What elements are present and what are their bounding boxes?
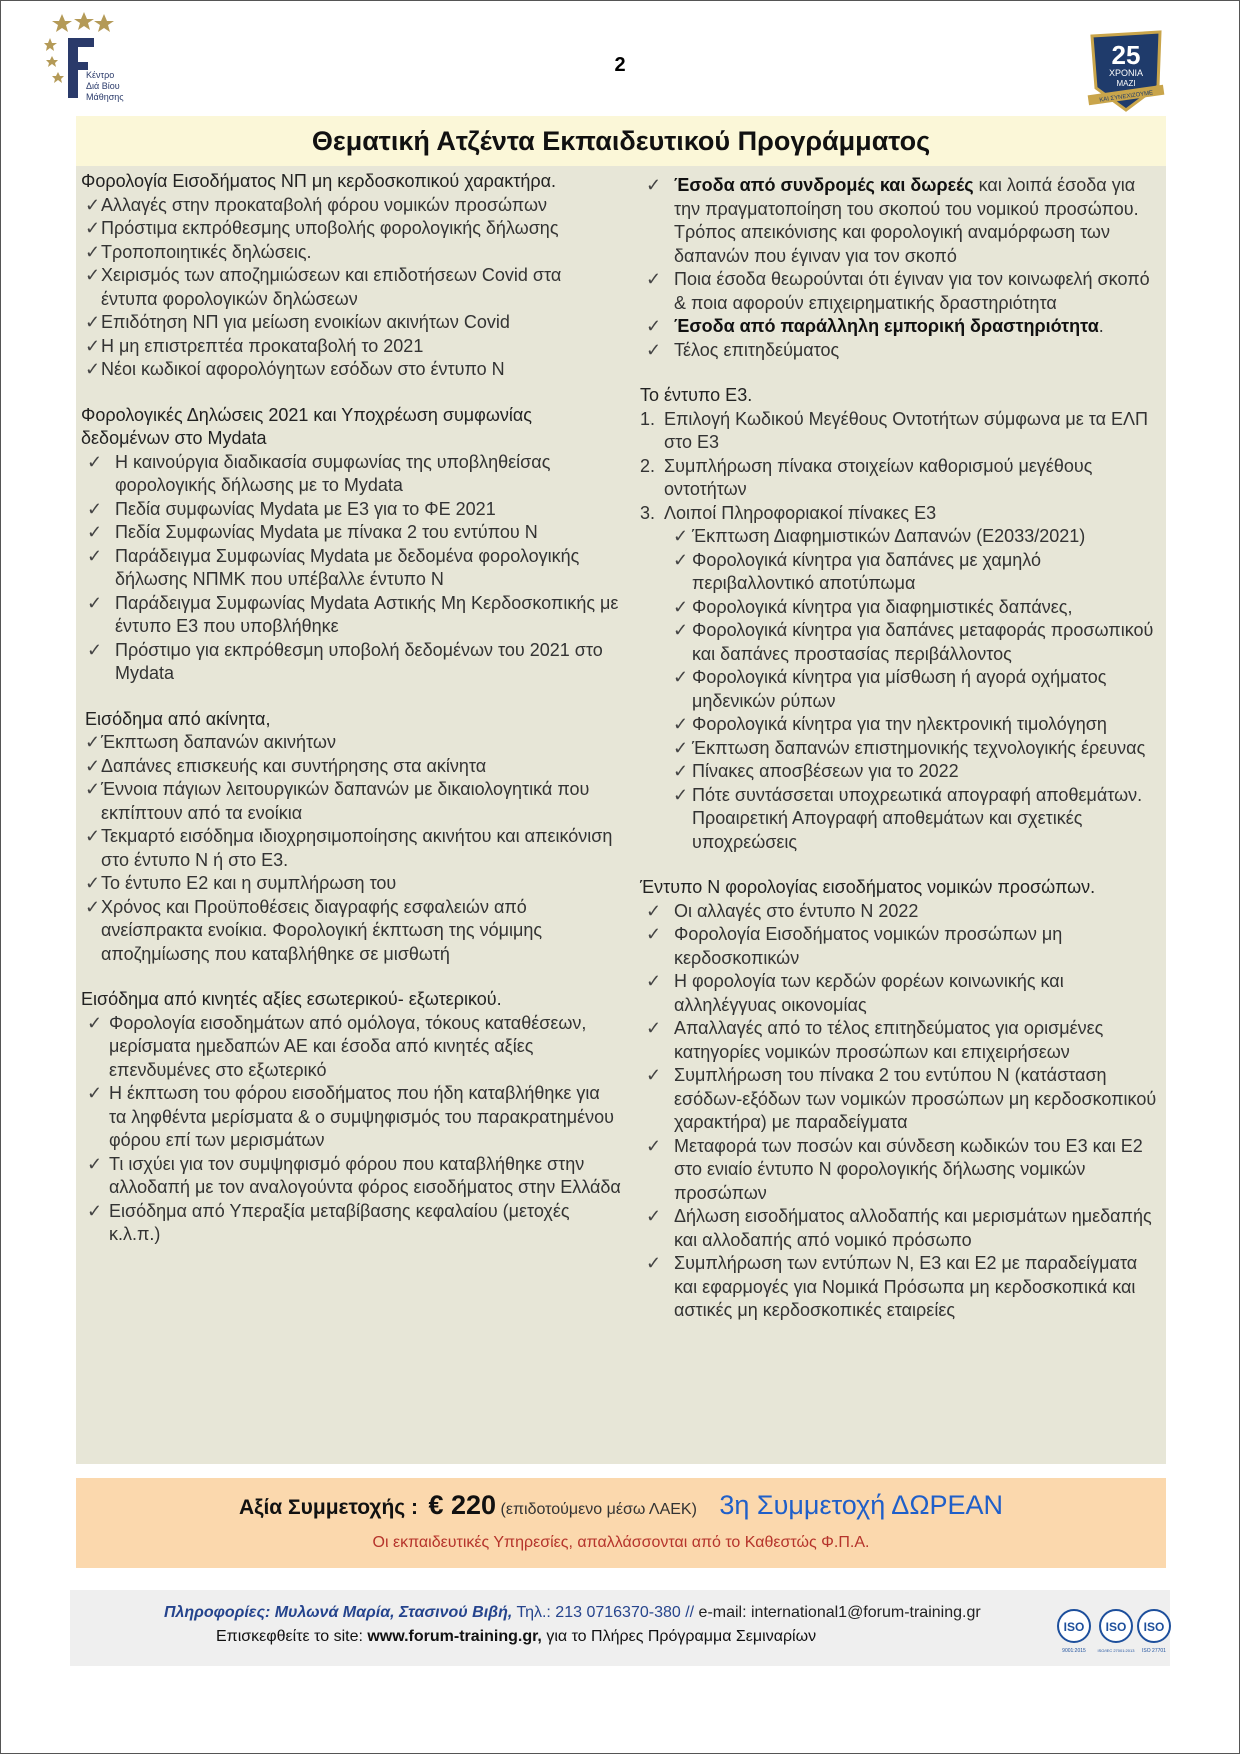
list-item: ✓ Νέοι κωδικοί αφορολόγητων εσόδων στο έντυπο Ν	[81, 358, 621, 382]
check-icon: ✓	[85, 873, 101, 893]
section-title: Το έντυπο Ε3.	[640, 385, 753, 405]
logo-caption: Κέντρο Διά Βίου Μάθησης	[86, 70, 124, 102]
list-item: ✓ Απαλλαγές από το τέλος επιτηδεύματος για ορισμένες κατηγορίες νομικών προσώπων και επιχειρήσεων	[646, 1018, 1104, 1062]
check-icon: ✓	[87, 639, 103, 660]
list-item: ✓ Εισόδημα από Υπεραξία μεταβίβασης κεφαλαίου (μετοχές κ.λ.π.)	[87, 1200, 570, 1244]
svg-text:ISO 27701: ISO 27701	[1142, 1648, 1166, 1654]
list-item: ✓ Η φορολογία των κερδών φορέων κοινωνικής και αλληλέγγυας οικονομίας	[646, 971, 1064, 1015]
check-icon: ✓	[87, 522, 103, 542]
check-icon: ✓	[87, 498, 103, 519]
agenda-panel	[76, 166, 1166, 1464]
fee-band	[76, 1478, 1166, 1568]
check-icon: ✓	[646, 924, 662, 944]
free-third-participation: 3η Συμμετοχή ΔΩΡΕΑΝ	[719, 1490, 1004, 1520]
list-item: ✓ Φορολογικά κίνητρα για μίσθωση ή αγορά οχήματος μηδενικών ρύπων	[673, 667, 1107, 711]
list-item: ✓ Οι αλλαγές στο έντυπο Ν 2022	[640, 900, 1162, 924]
check-icon: ✓	[673, 620, 689, 640]
check-icon: ✓	[673, 737, 689, 758]
section-real-estate-income	[81, 708, 621, 967]
contact-line	[164, 1604, 981, 1622]
check-icon: ✓	[85, 755, 101, 776]
fee-amount: € 220	[428, 1490, 497, 1520]
check-icon: ✓	[85, 732, 101, 752]
section-title: Έντυπο Ν φορολογίας εισοδήματος νομικών προσώπων.	[640, 877, 1096, 897]
svg-text:ΧΡΟΝΙΑ: ΧΡΟΝΙΑ	[1108, 68, 1144, 78]
list-item: ✓ Πίνακες αποσβέσεων για το 2022	[640, 760, 1162, 784]
footer	[70, 1590, 1170, 1666]
svg-text:ISO: ISO	[1143, 1620, 1165, 1634]
check-icon: ✓	[85, 335, 101, 356]
list-item: ✓ Η έκπτωση του φόρου εισοδήματος που ήδη καταβλήθηκε για τα ληφθέντα μερίσματα & ο συμψηφισμός του παρακρατημένου φόρου επί των μερισμάτων	[87, 1083, 614, 1150]
svg-text:ΚΑΙ ΣΥΝΕΧΙΖΟΥΜΕ: ΚΑΙ ΣΥΝΕΧΙΖΟΥΜΕ	[1099, 90, 1154, 104]
list-item: ✓ Πρόστιμα εκπρόθεσμης υποβολής φορολογικής δήλωσης	[81, 217, 621, 241]
list-item: ✓ Παράδειγμα Συμφωνίας Mydata με δεδομένα φορολογικής δήλωσης ΝΠΜΚ που υπέβαλλε έντυπο Ν	[87, 545, 580, 589]
numbered-item: 1. Επιλογή Κωδικού Μεγέθους Οντοτήτων σύμφωνα με τα ΕΛΠ στο Ε3	[640, 408, 1149, 452]
list-item: ✓ Έσοδα από παράλληλη εμπορική δραστηριότητα.	[640, 315, 1162, 339]
check-icon: ✓	[646, 1065, 662, 1085]
check-icon: ✓	[673, 549, 689, 570]
vat-note: Οι εκπαιδευτικές Υπηρεσίες, απαλλάσσονται από το Καθεστώς Φ.Π.Α.	[372, 1534, 870, 1551]
anniversary-badge-icon	[1086, 30, 1166, 114]
list-item: ✓ Έκπτωση δαπανών επιστημονικής τεχνολογικής έρευνας	[640, 737, 1162, 761]
check-icon: ✓	[87, 1012, 103, 1033]
list-item: ✓ Επιδότηση ΝΠ για μείωση ενοικίων ακινήτων Covid	[81, 311, 621, 335]
check-icon: ✓	[87, 1083, 103, 1103]
list-item: ✓ Δήλωση εισοδήματος αλλοδαπής και μερισμάτων ημεδαπής και αλλοδαπής από νομικό πρόσωπο	[646, 1206, 1152, 1250]
list-item: ✓ Συμπλήρωση του πίνακα 2 του εντύπου Ν (κατάσταση εσόδων-εξόδων των νομικών προσώπων μη κερδοσκοπικού χαρακτήρα) με παραδείγματα	[646, 1065, 1157, 1132]
list-item: ✓ Φορολογικά κίνητρα για διαφημιστικές δαπάνες,	[640, 596, 1162, 620]
list-item: ✓ Ποια έσοδα θεωρούνται ότι έγιναν για τον κοινωφελή σκοπό & ποια αφορούν επιχειρηματικής δραστηριότητα	[646, 269, 1150, 313]
check-icon: ✓	[673, 784, 689, 805]
list-item: ✓ Φορολογικά κίνητρα για δαπάνες μεταφοράς προσωπικού και δαπάνες προστασίας περιβάλλοντος	[673, 620, 1154, 664]
section-title: Φορολογία Εισοδήματος ΝΠ μη κερδοσκοπικού χαρακτήρα.	[81, 171, 557, 191]
check-icon: ✓	[646, 971, 662, 991]
list-item: ✓ Το έντυπο Ε2 και η συμπλήρωση του	[81, 872, 621, 896]
check-icon: ✓	[85, 826, 101, 846]
left-column	[81, 170, 621, 1247]
svg-text:ISO: ISO	[1105, 1620, 1127, 1634]
list-item: ✓ Πεδία Συμφωνίας Mydata με πίνακα 2 του εντύπου Ν	[81, 521, 621, 545]
section-donations-revenue	[640, 170, 1162, 362]
contact-phone: Τηλ.: 213 0716370-380 //	[512, 1604, 695, 1621]
page-number: 2	[614, 54, 626, 76]
check-icon: ✓	[646, 1253, 662, 1273]
check-icon: ✓	[646, 316, 662, 336]
list-item: ✓ Η μη επιστρεπτέα προκαταβολή το 2021	[81, 335, 621, 359]
iso-27701-icon	[1134, 1608, 1174, 1656]
check-icon: ✓	[87, 1153, 103, 1174]
list-item: ✓ Μεταφορά των ποσών και σύνδεση κωδικών του Ε3 και Ε2 στο ενιαίο έντυπο Ν φορολογικής δήλωσης νομικών προσώπων	[646, 1135, 1143, 1203]
fee-note: (επιδοτούμενο μέσω ΛΑΕΚ)	[500, 1501, 697, 1518]
check-icon: ✓	[85, 241, 101, 262]
list-item: ✓ Έσοδα από συνδρομές και δωρεές και λοιπά έσοδα για την πραγματοποίηση του σκοπού του νομικού προσώπου. Τρόπος απεικόνισης και φορολογική αναμόρφωση των δαπανών που έγιναν για τον σκοπό	[646, 175, 1139, 266]
check-icon: ✓	[646, 900, 662, 921]
check-icon: ✓	[85, 265, 101, 285]
check-icon: ✓	[646, 175, 662, 195]
check-icon: ✓	[85, 896, 101, 917]
check-icon: ✓	[85, 218, 101, 238]
check-icon: ✓	[673, 596, 689, 617]
svg-text:ISO: ISO	[1063, 1620, 1085, 1634]
check-icon: ✓	[87, 1200, 103, 1221]
section-corporate-income-tax	[81, 170, 621, 382]
list-item: ✓ Έκπτωση Διαφημιστικών Δαπανών (Ε2033/2021)	[640, 525, 1162, 549]
svg-text:ΜΑΖΙ: ΜΑΖΙ	[1116, 79, 1136, 88]
list-item: ✓ Δαπάνες επισκευής και συντήρησης στα ακίνητα	[81, 755, 621, 779]
list-item: ✓ Τροποποιητικές δηλώσεις.	[81, 241, 621, 265]
check-icon: ✓	[673, 714, 689, 734]
check-icon: ✓	[85, 312, 101, 332]
check-icon: ✓	[646, 269, 662, 289]
contact-email[interactable]: e-mail: international1@forum-training.gr	[694, 1604, 981, 1621]
list-item: ✓ Αλλαγές στην προκαταβολή φόρου νομικών προσώπων	[81, 194, 621, 218]
list-item: ✓ Συμπλήρωση των εντύπων Ν, Ε3 και Ε2 με παραδείγματα και εφαρμογές για Νομικά Πρόσωπα μη κερδοσκοπικά και αστικές μη κερδοσκοπικές εταιρείες	[646, 1253, 1138, 1320]
list-item: ✓ Τεκμαρτό εισόδημα ιδιοχρησιμοποίησης ακινήτου και απεικόνιση στο έντυπο Ν ή στο Ε3.	[85, 826, 613, 870]
list-item: ✓ Η καινούργια διαδικασία συμφωνίας της υποβληθείσας φορολογικής δήλωσης με το Mydata	[87, 451, 551, 495]
fee-line	[76, 1490, 1166, 1521]
section-mydata	[81, 404, 621, 686]
list-item: ✓ Φορολογικά κίνητρα για δαπάνες με χαμηλό περιβαλλοντικό αποτύπωμα	[673, 549, 1041, 593]
website-line: Επισκεφθείτε το site: www.forum-training.gr, για το Πλήρες Πρόγραμμα Σεμιναρίων	[216, 1628, 817, 1645]
list-item: ✓ Πρόστιμο για εκπρόθεσμη υποβολή δεδομένων του 2021 στο Mydata	[87, 639, 603, 683]
check-icon: ✓	[673, 526, 689, 546]
list-item: ✓ Φορολογία εισοδημάτων από ομόλογα, τόκους καταθέσεων, μερίσματα ημεδαπών ΑΕ και έσοδα από κινητές αξίες επενδυμένες στο εξωτερικό	[87, 1012, 587, 1080]
list-item: ✓ Τι ισχύει για τον συμψηφισμό φόρου που καταβλήθηκε στην αλλοδαπή με τον αναλογούντα φόρος εισοδήματος στην Ελλάδα	[87, 1153, 621, 1197]
contact-persons: Πληροφορίες: Μυλωνά Μαρία, Στασινού Βιβή,	[164, 1604, 513, 1621]
check-icon: ✓	[673, 667, 689, 687]
list-item: ✓ Πότε συντάσσεται υποχρεωτικά απογραφή αποθεμάτων. Προαιρετική Απογραφή αποθεμάτων και σχετικές υποχρεώσεις	[673, 784, 1143, 852]
check-icon: ✓	[673, 761, 689, 781]
numbered-item: 3. Λοιποί Πληροφοριακοί πίνακες Ε3	[640, 502, 937, 523]
list-item: ✓ Χειρισμός των αποζημιώσεων και επιδοτήσεων Covid στα έντυπα φορολογικών δηλώσεων	[85, 265, 562, 309]
svg-text:9001:2015: 9001:2015	[1062, 1648, 1086, 1654]
svg-text:ISO/IEC 27001:2013: ISO/IEC 27001:2013	[1097, 1648, 1135, 1653]
section-title: Εισόδημα από ακίνητα,	[85, 708, 271, 729]
check-icon: ✓	[646, 1018, 662, 1038]
list-item: ✓ Φορολογία Εισοδήματος νομικών προσώπων μη κερδοσκοπικών	[646, 924, 1063, 968]
numbered-item: 2. Συμπλήρωση πίνακα στοιχείων καθορισμού μεγέθους οντοτήτων	[640, 455, 1093, 499]
check-icon: ✓	[87, 545, 103, 566]
check-icon: ✓	[646, 1135, 662, 1156]
website-link[interactable]: www.forum-training.gr,	[367, 1628, 542, 1645]
check-icon: ✓	[85, 779, 101, 799]
check-icon: ✓	[85, 194, 101, 215]
check-icon: ✓	[87, 451, 103, 472]
section-securities-income	[81, 988, 621, 1247]
section-form-e3	[640, 384, 1162, 854]
sub-list	[640, 525, 1162, 854]
fee-label: Αξία Συμμετοχής :	[238, 1496, 419, 1519]
section-title: Φορολογικές Δηλώσεις 2021 και Υποχρέωση συμφωνίας δεδομένων στο Mydata	[81, 404, 532, 448]
check-icon: ✓	[646, 339, 662, 360]
check-icon: ✓	[646, 1206, 662, 1226]
iso-27001-icon	[1096, 1608, 1136, 1656]
page-title: Θεματική Ατζέντα Εκπαιδευτικού Προγράμματος	[311, 126, 931, 156]
list-item: ✓ Φορολογικά κίνητρα για την ηλεκτρονική τιμολόγηση	[640, 713, 1162, 737]
check-icon: ✓	[87, 592, 103, 613]
list-item: ✓ Τέλος επιτηδεύματος	[640, 339, 1162, 363]
check-icon: ✓	[85, 359, 101, 379]
section-title: Εισόδημα από κινητές αξίες εσωτερικού- εξωτερικού.	[81, 989, 502, 1009]
title-band	[76, 116, 1166, 166]
right-column	[640, 170, 1162, 1323]
list-item: ✓ Χρόνος και Προϋποθέσεις διαγραφής εσφαλειών από ανείσπρακτα ενοίκια. Φορολογική έκπτωση της νόμιμης αποζημίωσης που καταβλήθηκε σε μισθωτή	[85, 896, 543, 964]
section-form-n	[640, 876, 1162, 1323]
iso-9001-icon	[1054, 1608, 1094, 1656]
list-item: ✓ Έννοια πάγιων λειτουργικών δαπανών με δικαιολογητικά που εκπίπτουν από τα ενοίκια	[85, 779, 590, 823]
svg-text:25: 25	[1111, 40, 1141, 70]
list-item: ✓ Παράδειγμα Συμφωνίας Mydata Αστικής Μη Κερδοσκοπικής με έντυπο Ε3 που υποβλήθηκε	[87, 592, 619, 636]
list-item: ✓ Πεδία συμφωνίας Mydata με Ε3 για το ΦΕ 2021	[81, 498, 621, 522]
list-item: ✓ Έκπτωση δαπανών ακινήτων	[81, 731, 621, 755]
